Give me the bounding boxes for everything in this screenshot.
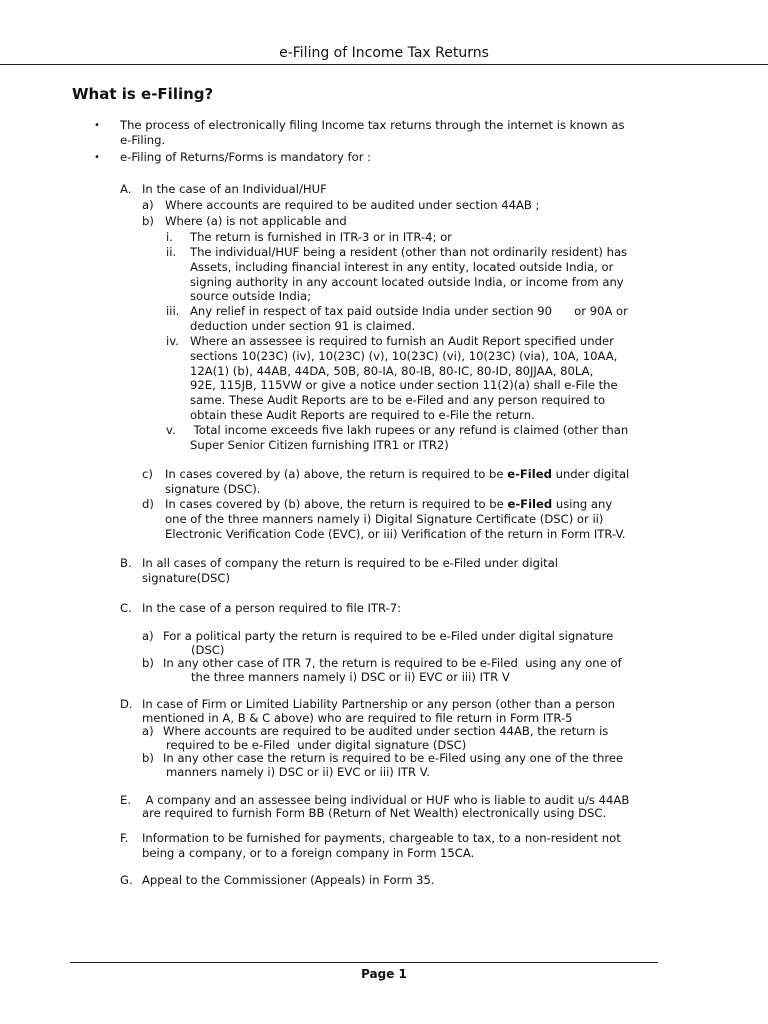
- roman-v-line-2: Super Senior Citizen furnishing ITR1 or ITR2): [190, 438, 449, 452]
- section-e-line-1: A company and an assessee being individual or HUF who is liable to audit u/s 44AB: [142, 793, 630, 807]
- roman-i-marker: i.: [166, 230, 173, 244]
- roman-iv-line-2: sections 10(23C) (iv), 10(23C) (v), 10(23C) (vi), 10(23C) (via), 10A, 10AA,: [190, 349, 618, 363]
- section-heading: What is e-Filing?: [72, 85, 214, 103]
- roman-ii-line-4: source outside India;: [190, 289, 311, 303]
- section-c-b-marker: b): [142, 656, 154, 670]
- section-a-c-line-1: [165, 467, 629, 482]
- roman-v-marker: v.: [166, 423, 176, 437]
- section-a-d-marker: d): [142, 497, 154, 511]
- section-g-line-1: Appeal to the Commissioner (Appeals) in Form 35.: [142, 873, 435, 887]
- roman-iii-line-2: deduction under section 91 is claimed.: [190, 319, 416, 333]
- section-d-a-line-1: Where accounts are required to be audited under section 44AB, the return is: [163, 724, 609, 738]
- footer-rule: [70, 962, 658, 963]
- d-bold-text: e-Filed: [507, 497, 553, 511]
- section-c-b-line-2: the three manners namely i) DSC or ii) EVC or iii) ITR V: [191, 670, 510, 684]
- section-g-marker: G.: [120, 873, 133, 887]
- roman-iv-line-4: 92E, 115JB, 115VW or give a notice under section 11(2)(a) shall e-File the: [190, 378, 618, 392]
- roman-v-line-1: Total income exceeds five lakh rupees or any refund is claimed (other than: [190, 423, 629, 437]
- roman-i-line-1: The return is furnished in ITR-3 or in ITR-4; or: [190, 230, 452, 244]
- section-a-d-line-2: one of the three manners namely i) Digital Signature Certificate (DSC) or ii): [165, 512, 604, 526]
- section-c-title: In the case of a person required to file ITR-7:: [142, 601, 402, 615]
- section-a-c-marker: c): [142, 467, 153, 481]
- section-f-marker: F.: [120, 831, 129, 845]
- roman-iv-line-6: obtain these Audit Reports are required to e-File the return.: [190, 408, 535, 422]
- section-a-a-marker: a): [142, 198, 154, 212]
- section-d-a-marker: a): [142, 724, 154, 738]
- roman-ii-line-2: Assets, including financial interest in any entity, located outside India, or: [190, 260, 614, 274]
- section-a-marker: A.: [120, 182, 132, 196]
- section-a-c-line-2: signature (DSC).: [165, 482, 261, 496]
- section-c-a-line-1: For a political party the return is required to be e-Filed under digital signature: [163, 629, 614, 643]
- section-d-marker: D.: [120, 697, 133, 711]
- section-c-marker: C.: [120, 601, 132, 615]
- section-f-line-1: Information to be furnished for payments, chargeable to tax, to a non-resident not: [142, 831, 621, 845]
- roman-iii-line-1: Any relief in respect of tax paid outside India under section 90 or 90A or: [190, 304, 628, 318]
- section-b-line-1: In all cases of company the return is required to be e-Filed under digital: [142, 556, 559, 570]
- roman-ii-marker: ii.: [166, 245, 177, 259]
- section-a-a-text: Where accounts are required to be audited under section 44AB ;: [165, 198, 540, 212]
- section-b-line-2: signature(DSC): [142, 571, 231, 585]
- roman-iv-line-3: 12A(1) (b), 44AB, 44DA, 50B, 80-IA, 80-IB, 80-IC, 80-ID, 80JJAA, 80LA,: [190, 364, 594, 378]
- c-bold-text: e-Filed: [507, 467, 552, 481]
- section-a-title: In the case of an Individual/HUF: [142, 182, 327, 196]
- section-b-marker: B.: [120, 556, 132, 570]
- section-a-b-text: Where (a) is not applicable and: [165, 214, 347, 228]
- roman-iii-marker: iii.: [166, 304, 180, 318]
- section-d-line-1: In case of Firm or Limited Liability Partnership or any person (other than a person: [142, 697, 616, 711]
- bullet-marker: •: [94, 120, 100, 131]
- section-d-b-line-1: In any other case the return is required to be e-Filed using any one of the three: [163, 751, 624, 765]
- section-a-d-line-1: [165, 497, 612, 512]
- roman-ii-line-1: The individual/HUF being a resident (other than not ordinarily resident) has: [190, 245, 628, 259]
- section-c-b-line-1: In any other case of ITR 7, the return is required to be e-Filed using any one of: [163, 656, 622, 670]
- bullet-2-line-1: e-Filing of Returns/Forms is mandatory for :: [120, 150, 372, 164]
- d-pre-text: In cases covered by (b) above, the return is required to be: [165, 497, 508, 511]
- section-f-line-2: being a company, or to a foreign company in Form 15CA.: [142, 846, 475, 860]
- roman-iv-marker: iv.: [166, 334, 179, 348]
- bullet-marker: •: [94, 152, 100, 163]
- bullet-1-line-2: e-Filing.: [120, 133, 166, 147]
- section-e-line-2: are required to furnish Form BB (Return of Net Wealth) electronically using DSC.: [142, 806, 607, 820]
- c-post-text: under digital: [551, 467, 630, 481]
- section-e-marker: E.: [120, 793, 132, 807]
- header-rule: [0, 64, 768, 65]
- section-d-b-marker: b): [142, 751, 154, 765]
- section-d-b-line-2: manners namely i) DSC or ii) EVC or iii) ITR V.: [166, 765, 430, 779]
- header-title: e-Filing of Income Tax Returns: [279, 45, 489, 61]
- section-a-d-line-3: Electronic Verification Code (EVC), or iii) Verification of the return in Form ITR-V.: [165, 527, 626, 541]
- c-pre-text: In cases covered by (a) above, the return is required to be: [165, 467, 508, 481]
- roman-ii-line-3: signing authority in any account located outside India, or income from any: [190, 275, 624, 289]
- roman-iv-line-5: same. These Audit Reports are to be e-Filed and any person required to: [190, 393, 606, 407]
- roman-iv-line-1: Where an assessee is required to furnish an Audit Report specified under: [190, 334, 614, 348]
- page-number: Page 1: [361, 967, 407, 981]
- section-d-a-line-2: required to be e-Filed under digital signature (DSC): [166, 738, 467, 752]
- section-c-a-marker: a): [142, 629, 154, 643]
- d-post-text: using any: [552, 497, 613, 511]
- bullet-1-line-1: The process of electronically filing Income tax returns through the internet is known as: [120, 118, 625, 132]
- section-d-line-2: mentioned in A, B & C above) who are required to file return in Form ITR-5: [142, 711, 573, 725]
- section-a-b-marker: b): [142, 214, 154, 228]
- section-c-a-line-2: (DSC): [191, 643, 225, 657]
